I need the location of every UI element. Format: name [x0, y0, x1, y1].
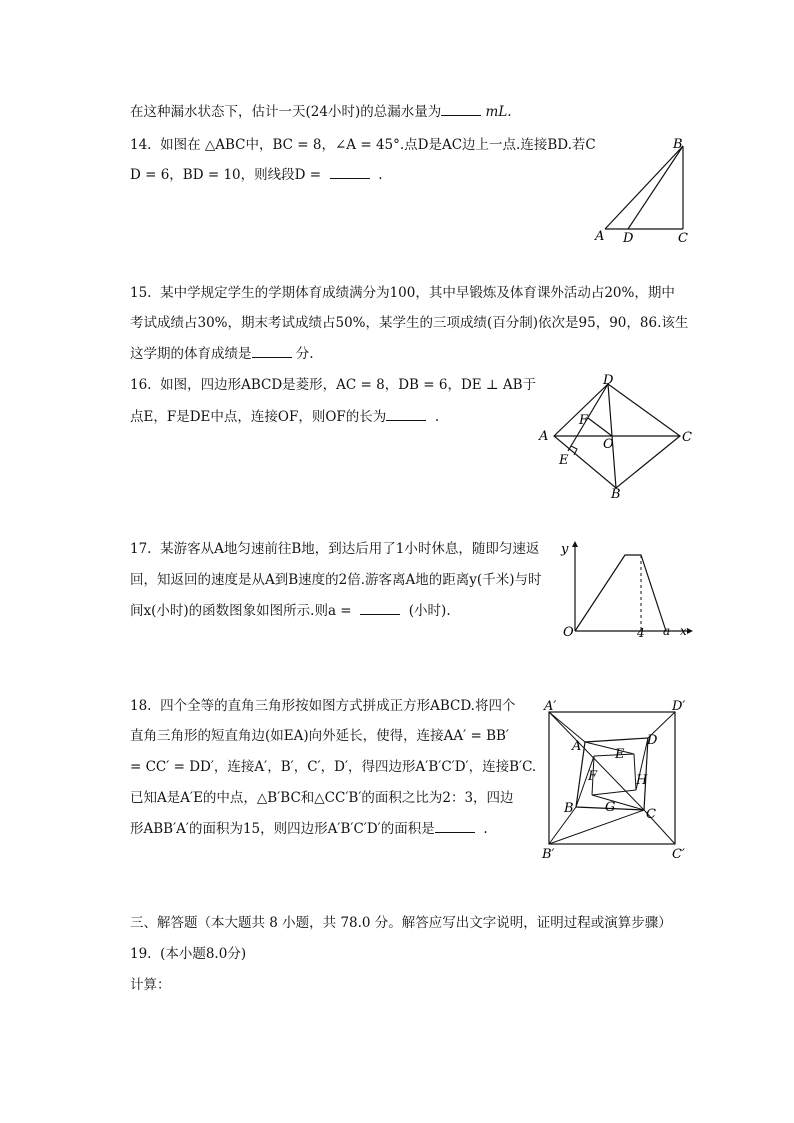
- q18-line3: = CC′ = DD′，连接A′，B′，C′，D′，得四边形A′B′C′D′，连接B′C.: [130, 759, 537, 775]
- q16-label-C: C: [682, 430, 692, 445]
- q19-calc: 计算：: [130, 977, 171, 993]
- q15-line3: 这学期的体育成绩是 分.: [130, 346, 314, 362]
- q14-label-B: B: [673, 137, 683, 152]
- q17-line2: 回，知返回的速度是从A到B速度的2倍.游客离A地的距离y(千米)与时: [130, 572, 542, 588]
- q17-line3: 间x(小时)的函数图象如图所示.则a = (小时).: [130, 603, 451, 619]
- q17-label-x: x: [680, 624, 687, 638]
- section3-title: 三、解答题（本大题共 8 小题，共 78.0 分。解答应写出文字说明，证明过程或演算步骤）: [130, 915, 672, 931]
- q14-label-C: C: [678, 231, 688, 246]
- q14-label-D: D: [623, 231, 634, 246]
- q18-figure: [540, 696, 695, 861]
- q17-blank[interactable]: [360, 614, 400, 615]
- q18-line4: 已知A是A′E的中点，△B′BC和△CC′B′的面积之比为2：3，四边: [130, 790, 514, 806]
- q13-blank[interactable]: [441, 115, 481, 116]
- q18-label-A1: A′: [544, 699, 557, 714]
- q17-label-a: a: [663, 624, 671, 638]
- q18-blank[interactable]: [435, 832, 475, 833]
- q15-blank[interactable]: [252, 357, 292, 358]
- q15-line1: 15. 某中学规定学生的学期体育成绩满分为100，其中早锻炼及体育课外活动占20%，期中: [130, 285, 675, 301]
- q17-figure: [555, 535, 695, 645]
- q17-label-y: y: [561, 542, 569, 557]
- q14-line2: D = 6，BD = 10，则线段D = .: [130, 167, 383, 183]
- q16-line2: 点E，F是DE中点，连接OF，则OF的长为 .: [130, 409, 440, 425]
- q16-label-F: F: [579, 413, 589, 428]
- q18-label-D: D: [647, 733, 658, 748]
- q17-label-4: 4: [637, 626, 645, 640]
- q18-label-G: G: [605, 800, 616, 815]
- q18-line1: 18. 四个全等的直角三角形按如图方式拼成正方形ABCD.将四个: [130, 698, 516, 714]
- q13-line: 在这种漏水状态下，估计一天(24小时)的总漏水量为 mL.: [130, 104, 512, 120]
- q18-line2: 直角三角形的短直角边(如EA)向外延长，使得，连接AA′ = BB′: [130, 728, 510, 744]
- q18-line5: 形ABB′A′的面积为15，则四边形A′B′C′D′的面积是 .: [130, 821, 488, 837]
- q15-line2: 考试成绩占30%，期末考试成绩占50%，某学生的三项成绩(百分制)依次是95，90，86.该生: [130, 315, 689, 331]
- q14-label-A: A: [595, 229, 605, 244]
- q16-label-D: D: [603, 373, 614, 388]
- q17-label-O: O: [563, 625, 574, 640]
- q16-line1: 16. 如图，四边形ABCD是菱形，AC = 8，DB = 6，DE ⊥ AB于: [130, 377, 537, 393]
- q17-line1: 17. 某游客从A地匀速前往B地，到达后用了1小时休息，随即匀速返: [130, 541, 540, 557]
- q18-label-D1: D′: [672, 699, 686, 714]
- q18-label-E: E: [615, 747, 625, 762]
- q14-figure: [590, 134, 700, 249]
- q14-line1: 14. 如图在 △ABC中，BC = 8，∠A = 45°.点D是AC边上一点.连接BD.若C: [130, 137, 596, 153]
- q19-header: 19. (本小题8.0分): [130, 946, 247, 962]
- q16-blank[interactable]: [386, 420, 426, 421]
- q18-label-B: B: [564, 801, 574, 816]
- q18-label-C: C: [646, 807, 656, 822]
- q16-figure: [535, 372, 700, 502]
- q16-label-A: A: [539, 429, 549, 444]
- q14-blank[interactable]: [330, 178, 370, 179]
- q16-label-B: B: [611, 487, 621, 502]
- q18-label-F: F: [588, 769, 598, 784]
- q18-label-A: A: [572, 739, 582, 754]
- q18-label-H: H: [636, 773, 648, 788]
- q18-label-C1: C′: [672, 847, 685, 861]
- q16-label-E: E: [559, 453, 569, 468]
- q18-label-B1: B′: [542, 847, 555, 861]
- q16-label-O: O: [603, 437, 614, 452]
